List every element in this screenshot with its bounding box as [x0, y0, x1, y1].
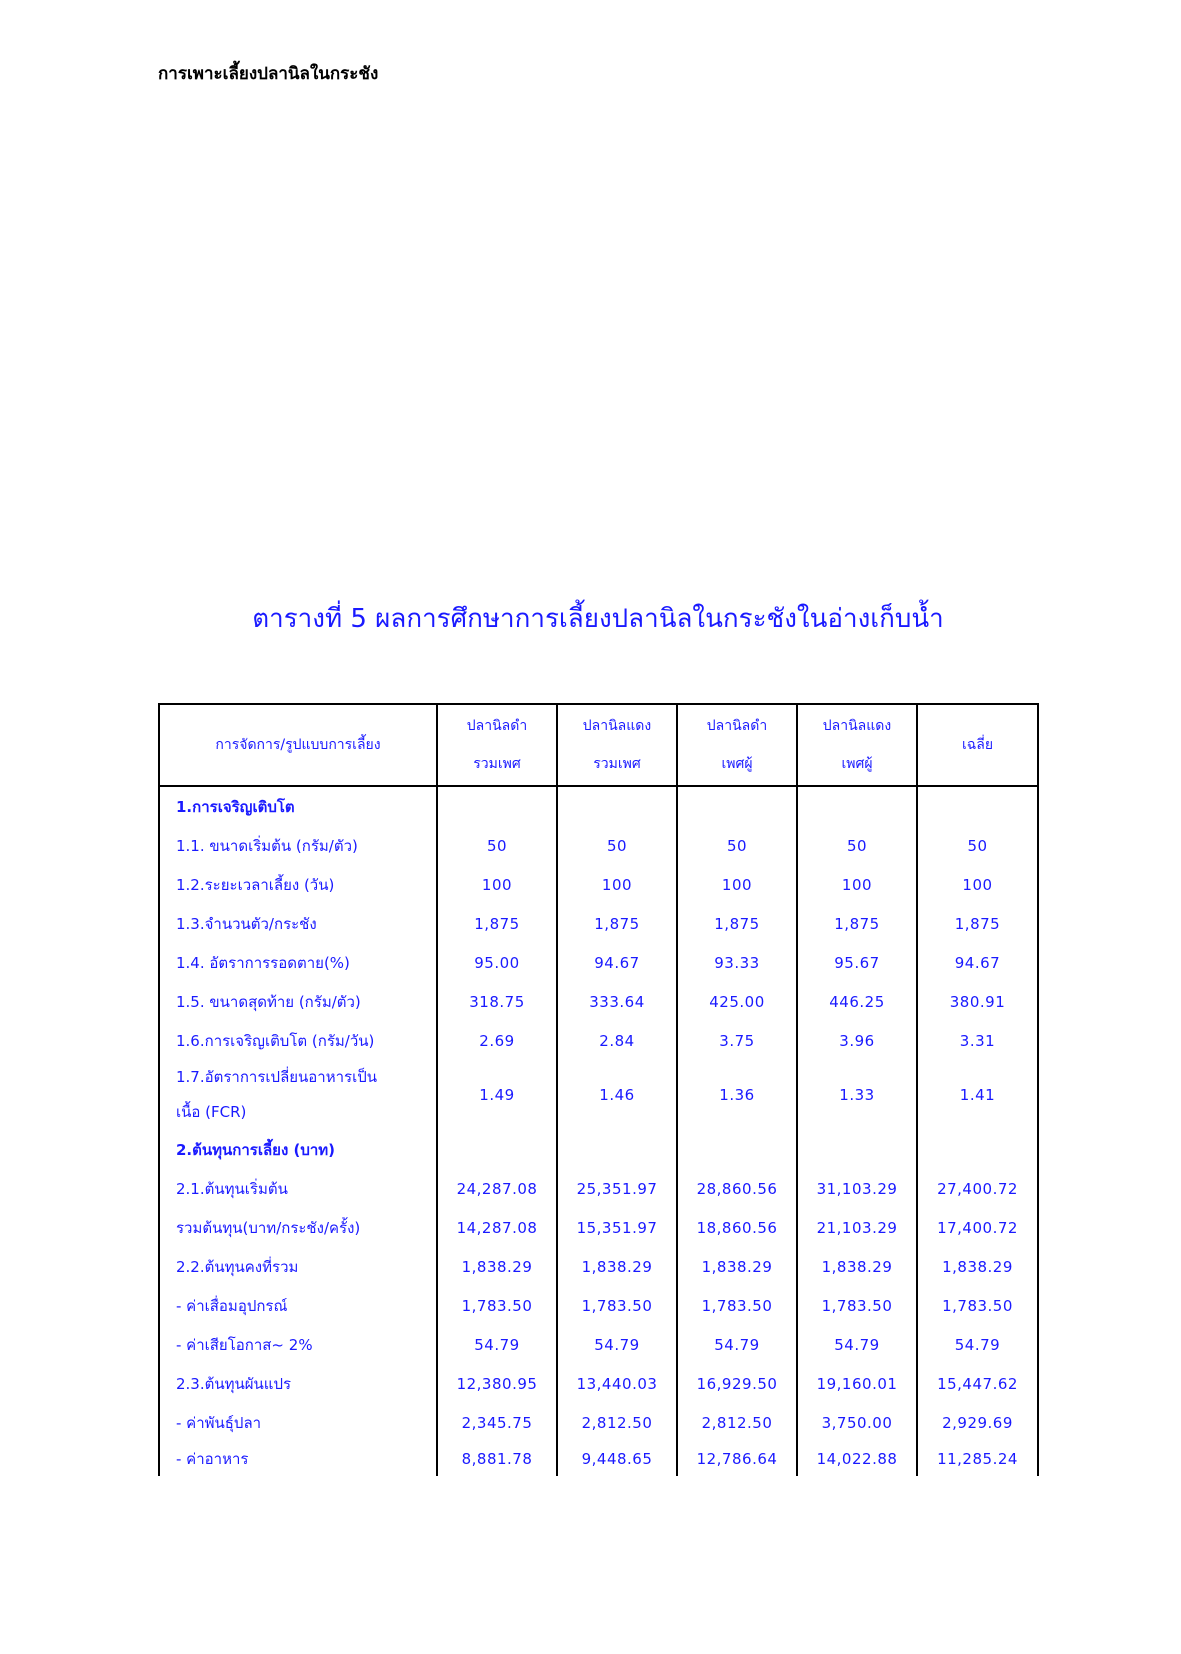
table-cell: [557, 1130, 677, 1169]
table-cell: 1,838.29: [557, 1247, 677, 1286]
table-cell: 54.79: [917, 1325, 1038, 1364]
table-body: [159, 786, 1038, 1476]
table-cell: 2,812.50: [677, 1403, 797, 1442]
table-cell: 3,750.00: [797, 1403, 917, 1442]
table-cell: 1.33: [797, 1060, 917, 1130]
table-row: [159, 943, 1038, 982]
table-cell: 1.41: [917, 1060, 1038, 1130]
row-label: 1.4. อัตราการรอดตาย(%): [159, 943, 437, 982]
table-cell: 8,881.78: [437, 1442, 557, 1476]
table-cell: 1,838.29: [677, 1247, 797, 1286]
table-cell: 14,287.08: [437, 1208, 557, 1247]
table-cell: 1,875: [557, 904, 677, 943]
table-cell: 16,929.50: [677, 1364, 797, 1403]
table-row: [159, 904, 1038, 943]
column-header-red-male: ปลานิลแดง เพศผู้: [797, 704, 917, 786]
table-cell: 50: [677, 826, 797, 865]
table-cell: 1.46: [557, 1060, 677, 1130]
table-cell: 2.84: [557, 1021, 677, 1060]
table-row: [159, 786, 1038, 826]
column-header-black-mixed: ปลานิลดำ รวมเพศ: [437, 704, 557, 786]
table-cell: 100: [917, 865, 1038, 904]
table-cell: 93.33: [677, 943, 797, 982]
table-cell: 2.69: [437, 1021, 557, 1060]
table-cell: 1,875: [437, 904, 557, 943]
results-table: [158, 703, 1039, 1476]
table-cell: 18,860.56: [677, 1208, 797, 1247]
table-cell: [557, 786, 677, 826]
table-cell: 19,160.01: [797, 1364, 917, 1403]
column-header-management: การจัดการ/รูปแบบการเลี้ยง: [159, 704, 437, 786]
table-cell: [917, 1130, 1038, 1169]
column-header-average: เฉลี่ย: [917, 704, 1038, 786]
table-cell: 380.91: [917, 982, 1038, 1021]
table-cell: 100: [797, 865, 917, 904]
table-row: [159, 1325, 1038, 1364]
table-cell: 3.31: [917, 1021, 1038, 1060]
table-row: [159, 1247, 1038, 1286]
row-label: - ค่าอาหาร: [159, 1442, 437, 1476]
table-cell: 94.67: [557, 943, 677, 982]
table-cell: 50: [437, 826, 557, 865]
table-row: [159, 1442, 1038, 1476]
table-cell: 12,786.64: [677, 1442, 797, 1476]
table-cell: 31,103.29: [797, 1169, 917, 1208]
table-row: [159, 982, 1038, 1021]
table-cell: 54.79: [677, 1325, 797, 1364]
table-row: [159, 1060, 1038, 1130]
table-cell: 333.64: [557, 982, 677, 1021]
table-cell: 15,447.62: [917, 1364, 1038, 1403]
table-title: ตารางที่ 5 ผลการศึกษาการเลี้ยงปลานิลในกระชังในอ่างเก็บน้ำ: [252, 604, 944, 634]
row-label: - ค่าพันธุ์ปลา: [159, 1403, 437, 1442]
table-cell: [437, 786, 557, 826]
table-cell: 1,875: [917, 904, 1038, 943]
table-cell: 50: [557, 826, 677, 865]
table-cell: 24,287.08: [437, 1169, 557, 1208]
column-header-black-male: ปลานิลดำ เพศผู้: [677, 704, 797, 786]
table-cell: 94.67: [917, 943, 1038, 982]
row-label: - ค่าเสียโอกาส~ 2%: [159, 1325, 437, 1364]
table-row: [159, 1169, 1038, 1208]
row-label: 1.การเจริญเติบโต: [159, 786, 437, 826]
table-cell: 1,838.29: [917, 1247, 1038, 1286]
table-cell: 1,783.50: [437, 1286, 557, 1325]
table-cell: 318.75: [437, 982, 557, 1021]
row-label: 1.7.อัตราการเปลี่ยนอาหารเป็น เนื้อ (FCR): [159, 1060, 437, 1130]
table-cell: 25,351.97: [557, 1169, 677, 1208]
table-cell: 1,783.50: [677, 1286, 797, 1325]
table-cell: 27,400.72: [917, 1169, 1038, 1208]
row-label: 2.2.ต้นทุนคงที่รวม: [159, 1247, 437, 1286]
table-cell: [437, 1130, 557, 1169]
table-cell: 1.36: [677, 1060, 797, 1130]
table-cell: 12,380.95: [437, 1364, 557, 1403]
table-cell: 28,860.56: [677, 1169, 797, 1208]
table-cell: [797, 786, 917, 826]
table-row: [159, 1286, 1038, 1325]
table-cell: 100: [677, 865, 797, 904]
table-cell: [797, 1130, 917, 1169]
row-label: รวมต้นทุน(บาท/กระชัง/ครั้ง): [159, 1208, 437, 1247]
column-header-red-mixed: ปลานิลแดง รวมเพศ: [557, 704, 677, 786]
table-row: [159, 1403, 1038, 1442]
table-cell: 11,285.24: [917, 1442, 1038, 1476]
table-cell: 1.49: [437, 1060, 557, 1130]
table-cell: 15,351.97: [557, 1208, 677, 1247]
row-label: 1.6.การเจริญเติบโต (กรัม/วัน): [159, 1021, 437, 1060]
table-cell: 14,022.88: [797, 1442, 917, 1476]
table-cell: 50: [917, 826, 1038, 865]
table-cell: 54.79: [437, 1325, 557, 1364]
table-cell: 1,875: [797, 904, 917, 943]
table-cell: 3.96: [797, 1021, 917, 1060]
row-label: 1.1. ขนาดเริ่มต้น (กรัม/ตัว): [159, 826, 437, 865]
table-cell: 425.00: [677, 982, 797, 1021]
running-header: การเพาะเลี้ยงปลานิลในกระชัง: [158, 64, 379, 84]
row-label: 1.3.จำนวนตัว/กระชัง: [159, 904, 437, 943]
table-cell: 54.79: [557, 1325, 677, 1364]
table-cell: 2,812.50: [557, 1403, 677, 1442]
table-cell: 95.67: [797, 943, 917, 982]
row-label: - ค่าเสื่อมอุปกรณ์: [159, 1286, 437, 1325]
table-header-row: [159, 704, 1038, 786]
table-cell: 2,345.75: [437, 1403, 557, 1442]
row-label: 1.5. ขนาดสุดท้าย (กรัม/ตัว): [159, 982, 437, 1021]
table-cell: 95.00: [437, 943, 557, 982]
table-cell: 54.79: [797, 1325, 917, 1364]
table-cell: 100: [557, 865, 677, 904]
table-row: [159, 1021, 1038, 1060]
table-cell: 1,783.50: [557, 1286, 677, 1325]
table-cell: 21,103.29: [797, 1208, 917, 1247]
table-row: [159, 865, 1038, 904]
table-cell: [917, 786, 1038, 826]
row-label: 2.3.ต้นทุนผันแปร: [159, 1364, 437, 1403]
table-row: [159, 826, 1038, 865]
table-cell: 17,400.72: [917, 1208, 1038, 1247]
table-cell: 1,838.29: [437, 1247, 557, 1286]
row-label: 2.1.ต้นทุนเริ่มต้น: [159, 1169, 437, 1208]
table-cell: 9,448.65: [557, 1442, 677, 1476]
table-cell: 1,838.29: [797, 1247, 917, 1286]
table-cell: 13,440.03: [557, 1364, 677, 1403]
table-cell: 100: [437, 865, 557, 904]
table-row: [159, 1364, 1038, 1403]
row-label: 2.ต้นทุนการเลี้ยง (บาท): [159, 1130, 437, 1169]
table-cell: 1,783.50: [917, 1286, 1038, 1325]
table-cell: 2,929.69: [917, 1403, 1038, 1442]
table-cell: 3.75: [677, 1021, 797, 1060]
table-cell: 1,783.50: [797, 1286, 917, 1325]
table-cell: [677, 1130, 797, 1169]
table-row: [159, 1130, 1038, 1169]
row-label: 1.2.ระยะเวลาเลี้ยง (วัน): [159, 865, 437, 904]
table-cell: 1,875: [677, 904, 797, 943]
table-cell: 446.25: [797, 982, 917, 1021]
table-row: [159, 1208, 1038, 1247]
table-cell: [677, 786, 797, 826]
table-cell: 50: [797, 826, 917, 865]
